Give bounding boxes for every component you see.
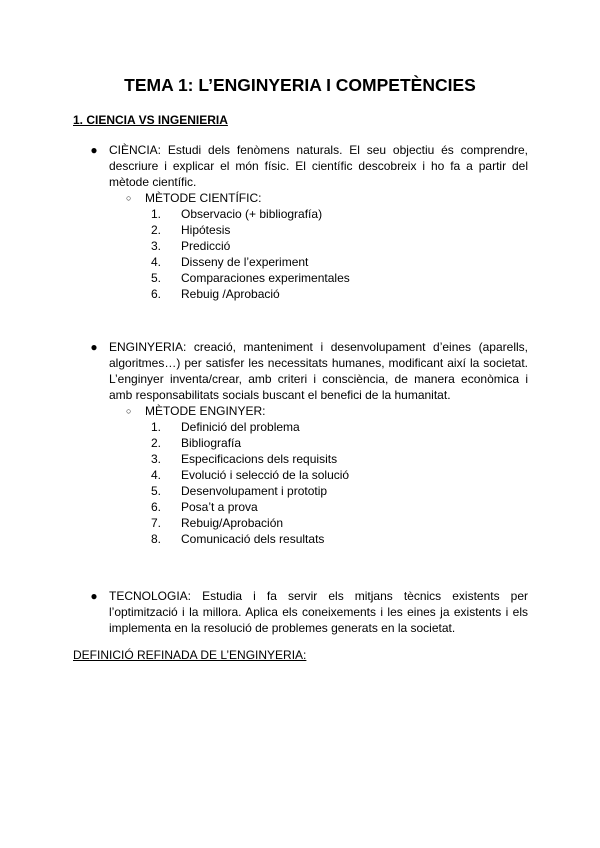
bullet-dot-icon: ● [90, 589, 98, 603]
list-item [73, 499, 528, 515]
list-item [73, 419, 528, 435]
step-number: 6. [151, 500, 162, 514]
metode-enginyer-subitem [109, 403, 528, 419]
step-label: Bibliografía [181, 436, 242, 450]
step-number: 4. [151, 468, 162, 482]
bullet-dot-icon: ● [90, 143, 98, 157]
step-label: Observacio (+ bibliografía) [181, 207, 323, 221]
step-label: Rebuig /Aprobació [181, 287, 280, 301]
step-label: Desenvolupament i prototip [181, 484, 328, 498]
step-number: 7. [151, 516, 162, 530]
step-number: 5. [151, 271, 162, 285]
step-number: 2. [151, 223, 162, 237]
step-number: 5. [151, 484, 162, 498]
step-number: 8. [151, 532, 162, 546]
metode-enginyer-steps [73, 419, 528, 547]
step-number: 1. [151, 420, 162, 434]
list-item [73, 270, 528, 286]
tecnologia-block [73, 588, 528, 636]
ciencia-bullet-item [73, 142, 528, 190]
definicio-refinada-heading: DEFINICIÓ REFINADA DE L’ENGINYERIA: [73, 648, 307, 662]
step-label: Evolució i selecció de la solució [181, 468, 350, 482]
list-item [73, 206, 528, 222]
ciencia-paragraph: CIÈNCIA: Estudi dels fenòmens naturals. El seu objectiu és comprendre, descriure i explicar el món físic. El científic descobreix i ho fa a partir del mètode científic. [109, 143, 528, 189]
list-item [73, 451, 528, 467]
step-label: Definició del problema [181, 420, 300, 434]
step-number: 2. [151, 436, 162, 450]
enginyeria-bullet-item [73, 339, 528, 403]
metode-enginyer-heading: MÈTODE ENGINYER: [145, 404, 266, 418]
bullet-circle-icon: ○ [126, 193, 132, 203]
list-item [73, 483, 528, 499]
list-item [73, 467, 528, 483]
list-item [73, 515, 528, 531]
bullet-circle-icon: ○ [126, 406, 132, 416]
metode-cientific-subitem [109, 190, 528, 206]
step-number: 6. [151, 287, 162, 301]
list-item [73, 435, 528, 451]
step-label: Comunicació dels resultats [181, 532, 325, 546]
step-number: 1. [151, 207, 162, 221]
step-label: Hipótesis [181, 223, 231, 237]
document-title: TEMA 1: L’ENGINYERIA I COMPETÈNCIES [124, 75, 476, 95]
bullet-dot-icon: ● [90, 340, 98, 354]
list-item [73, 286, 528, 302]
list-item [73, 238, 528, 254]
ciencia-block [73, 142, 528, 302]
step-label: Rebuig/Aprobación [181, 516, 284, 530]
step-label: Predicció [181, 239, 231, 253]
step-label: Posa’t a prova [181, 500, 258, 514]
enginyeria-block [73, 339, 528, 547]
step-number: 3. [151, 239, 162, 253]
step-number: 3. [151, 452, 162, 466]
step-label: Disseny de l’experiment [181, 255, 309, 269]
step-number: 4. [151, 255, 162, 269]
list-item [73, 531, 528, 547]
enginyeria-paragraph: ENGINYERIA: creació, manteniment i desenvolupament d’eines (aparells, algoritmes…) per satisfer les necessitats humanes, modificant així la societat. L’enginyer inventa/crear, amb criteri i consciència, de manera econòmica i amb responsabilitats socials buscant el benefici de la humanitat. [109, 340, 528, 402]
tecnologia-paragraph: TECNOLOGIA: Estudia i fa servir els mitjans tècnics existents per l’optimització i la millora. Aplica els coneixements i les eines ja existents i els implementa en la resolució de problemes generats en la societat. [109, 589, 528, 635]
list-item [73, 222, 528, 238]
section-heading-ciencia-vs-ingenieria: 1. CIENCIA VS INGENIERIA [73, 113, 228, 127]
tecnologia-bullet-item [73, 588, 528, 636]
step-label: Especificacions dels requisits [181, 452, 338, 466]
metode-cientific-steps [73, 206, 528, 302]
metode-cientific-heading: MÈTODE CIENTÍFIC: [145, 191, 262, 205]
step-label: Comparaciones experimentales [181, 271, 350, 285]
list-item [73, 254, 528, 270]
